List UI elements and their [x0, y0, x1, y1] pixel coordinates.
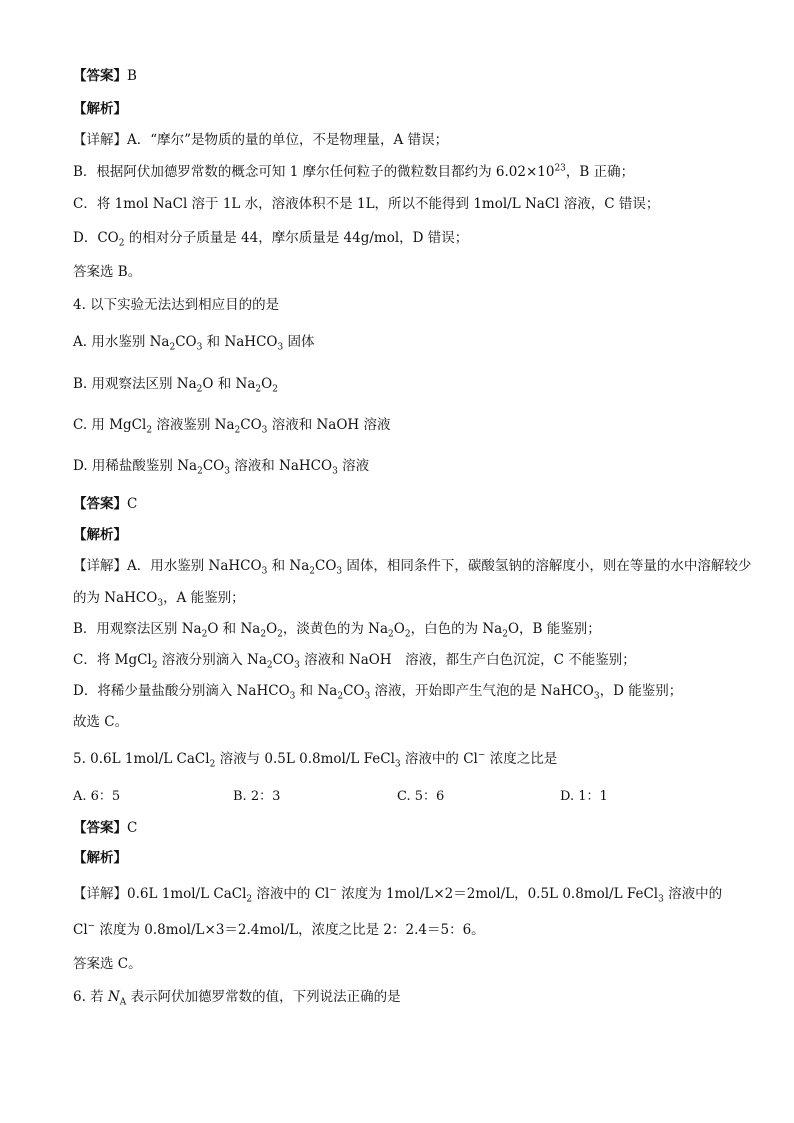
text-line: D．$CO_2$ 的相对分子质量是 44，摩尔质量是 44g/mol，D 错误；: [73, 230, 469, 249]
text-line: 答案选 B。: [73, 264, 142, 280]
text-line: 【答案】C: [73, 820, 138, 836]
answer-option: D. 1：1: [560, 789, 608, 804]
text-line: 6. 若 $N_A$ 表示阿伏加德罗常数的值，下列说法正确的是: [73, 989, 401, 1008]
text-line: A. 用水鉴别 $Na_2CO_3$ 和 NaHCO$_3$ 固体: [73, 334, 315, 353]
text-line: 【解析】: [73, 850, 127, 866]
text-line: 【答案】B: [73, 68, 137, 84]
answer-option: A. 6：5: [73, 789, 121, 804]
text-line: 答案选 C。: [73, 956, 142, 972]
text-line: 4. 以下实验无法达到相应目的的是: [73, 297, 280, 313]
text-line: D. 用稀盐酸鉴别 $Na_2CO_3$ 溶液和 NaHCO$_3$ 溶液: [73, 458, 370, 477]
text-line: C．将 1mol NaCl 溶于 1L 水，溶液体积不是 1L，所以不能得到 1mol/L NaCl 溶液，C 错误；: [73, 196, 660, 212]
text-line: 【详解】A．“摩尔”是物质的量的单位，不是物理量，A 错误；: [73, 132, 449, 148]
text-line: C. 用 MgCl$_2$ 溶液鉴别 $Na_2CO_3$ 溶液和 NaOH 溶液: [73, 417, 391, 436]
text-line: 的为 NaHCO$_3$，A 能鉴别；: [73, 590, 245, 609]
answer-option: B. 2：3: [233, 789, 281, 804]
text-line: 【答案】C: [73, 496, 138, 512]
text-line: 5. 0.6L 1mol/L CaCl$_2$ 溶液与 0.5L 0.8mol/L FeCl$_3$ 溶液中的 Cl− 浓度之比是: [73, 750, 558, 770]
text-line: B．用观察法区别 $Na_2O$ 和 $Na_2O_2$，淡黄色的为 $Na_2O_2$，白色的为 $Na_2O$，B 能鉴别；: [73, 621, 601, 640]
text-line: Cl− 浓度为 0.8mol/L×3＝2.4mol/L，浓度之比是 2：2.4＝5：6。: [73, 921, 485, 938]
text-line: 【解析】: [73, 527, 127, 543]
answer-option: C. 5：6: [397, 789, 445, 804]
text-line: 【详解】0.6L 1mol/L CaCl$_2$ 溶液中的 Cl− 浓度为 1mol/L×2＝2mol/L，0.5L 0.8mol/L FeCl$_3$ 溶液中的: [73, 885, 723, 905]
text-line: B．根据阿伏加德罗常数的概念可知 1 摩尔任何粒子的微粒数目都约为 $6.02\times 10^{23}$，B 正确；: [73, 163, 635, 180]
text-line: 【详解】A．用水鉴别 NaHCO$_3$ 和 $Na_2CO_3$ 固体，相同条件下，碳酸氢钠的溶解度小，则在等量的水中溶解较少: [73, 558, 752, 577]
text-line: 故选 C。: [73, 714, 129, 730]
text-line: D．将稀少量盐酸分别滴入 NaHCO$_3$ 和 $Na_2CO_3$ 溶液，开始即产生气泡的是 NaHCO$_3$，D 能鉴别；: [73, 683, 683, 702]
text-line: 【解析】: [73, 101, 127, 117]
text-line: C．将 MgCl$_2$ 溶液分别滴入 $Na_2CO_3$ 溶液和 NaOH 溶液，都生产白色沉淀，C 不能鉴别；: [73, 652, 636, 671]
text-line: B. 用观察法区别 $Na_2O$ 和 $Na_2O_2$: [73, 376, 278, 395]
